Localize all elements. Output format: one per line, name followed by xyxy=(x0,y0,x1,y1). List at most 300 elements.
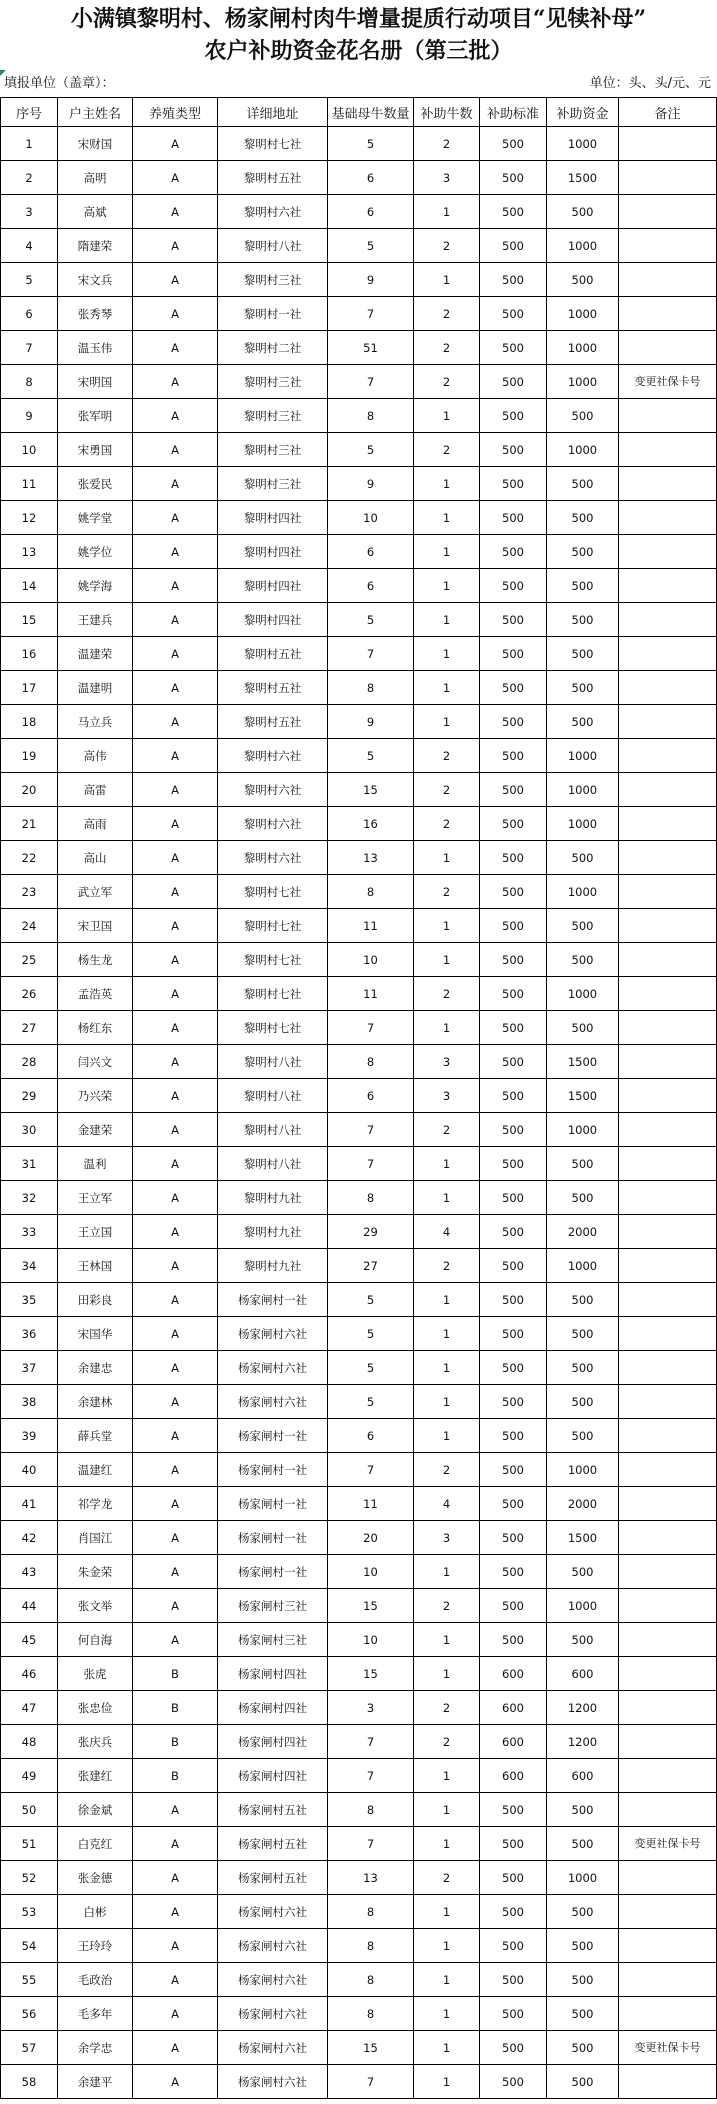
cell-subsidized-cattle-count: 1 xyxy=(414,841,480,875)
cell-base-cow-count: 5 xyxy=(328,229,414,263)
cell-subsidy-standard: 500 xyxy=(480,773,547,807)
cell-breeding-type: A xyxy=(133,1317,218,1351)
table-row xyxy=(1,161,717,195)
cell-remarks xyxy=(619,705,717,739)
cell-seq-no: 33 xyxy=(1,1215,58,1249)
cell-seq-no: 18 xyxy=(1,705,58,739)
cell-seq-no: 32 xyxy=(1,1181,58,1215)
cell-base-cow-count: 5 xyxy=(328,433,414,467)
cell-subsidy-amount: 500 xyxy=(547,1827,619,1861)
cell-household-head-name: 宋明国 xyxy=(58,365,133,399)
cell-address: 杨家闸村六社 xyxy=(218,2065,328,2099)
cell-seq-no: 12 xyxy=(1,501,58,535)
cell-subsidy-amount: 500 xyxy=(547,535,619,569)
cell-subsidy-amount: 1000 xyxy=(547,297,619,331)
cell-base-cow-count: 13 xyxy=(328,1861,414,1895)
cell-subsidy-standard: 500 xyxy=(480,2065,547,2099)
cell-subsidy-standard: 500 xyxy=(480,297,547,331)
cell-breeding-type: A xyxy=(133,1147,218,1181)
cell-household-head-name: 杨红东 xyxy=(58,1011,133,1045)
cell-remarks xyxy=(619,739,717,773)
cell-remarks xyxy=(619,535,717,569)
cell-subsidy-standard: 500 xyxy=(480,603,547,637)
column-header-address: 详细地址 xyxy=(218,98,328,127)
cell-remarks xyxy=(619,1759,717,1793)
table-header-row xyxy=(1,98,717,127)
cell-household-head-name: 温建荣 xyxy=(58,637,133,671)
table-row xyxy=(1,603,717,637)
cell-seq-no: 51 xyxy=(1,1827,58,1861)
cell-remarks xyxy=(619,1113,717,1147)
cell-base-cow-count: 6 xyxy=(328,161,414,195)
cell-subsidy-standard: 500 xyxy=(480,1181,547,1215)
cell-address: 黎明村六社 xyxy=(218,807,328,841)
cell-subsidy-amount: 500 xyxy=(547,943,619,977)
cell-remarks xyxy=(619,1045,717,1079)
cell-household-head-name: 乃兴荣 xyxy=(58,1079,133,1113)
cell-household-head-name: 宋卫国 xyxy=(58,909,133,943)
cell-seq-no: 14 xyxy=(1,569,58,603)
table-row xyxy=(1,1351,717,1385)
cell-subsidy-amount: 1000 xyxy=(547,1861,619,1895)
cell-seq-no: 49 xyxy=(1,1759,58,1793)
table-row xyxy=(1,535,717,569)
table-row xyxy=(1,1113,717,1147)
cell-subsidy-standard: 500 xyxy=(480,909,547,943)
cell-subsidy-amount: 1500 xyxy=(547,1079,619,1113)
cell-subsidy-standard: 500 xyxy=(480,195,547,229)
cell-subsidized-cattle-count: 1 xyxy=(414,1555,480,1589)
cell-household-head-name: 马立兵 xyxy=(58,705,133,739)
table-row xyxy=(1,2031,717,2065)
cell-seq-no: 19 xyxy=(1,739,58,773)
column-header-breeding-type: 养殖类型 xyxy=(133,98,218,127)
cell-seq-no: 47 xyxy=(1,1691,58,1725)
cell-address: 黎明村三社 xyxy=(218,365,328,399)
cell-seq-no: 45 xyxy=(1,1623,58,1657)
cell-remarks xyxy=(619,127,717,161)
cell-remarks xyxy=(619,1895,717,1929)
cell-seq-no: 57 xyxy=(1,2031,58,2065)
table-row xyxy=(1,1623,717,1657)
table-row xyxy=(1,1045,717,1079)
cell-seq-no: 13 xyxy=(1,535,58,569)
cell-household-head-name: 高明 xyxy=(58,161,133,195)
cell-subsidy-standard: 500 xyxy=(480,229,547,263)
cell-household-head-name: 毛多年 xyxy=(58,1997,133,2031)
cell-base-cow-count: 15 xyxy=(328,2031,414,2065)
cell-base-cow-count: 7 xyxy=(328,1113,414,1147)
cell-remarks xyxy=(619,603,717,637)
cell-breeding-type: A xyxy=(133,1181,218,1215)
cell-subsidy-standard: 500 xyxy=(480,1011,547,1045)
cell-breeding-type: A xyxy=(133,1929,218,1963)
cell-base-cow-count: 8 xyxy=(328,1929,414,1963)
cell-address: 杨家闸村六社 xyxy=(218,1963,328,1997)
cell-subsidy-standard: 500 xyxy=(480,1929,547,1963)
cell-base-cow-count: 5 xyxy=(328,603,414,637)
cell-breeding-type: A xyxy=(133,1861,218,1895)
cell-subsidy-amount: 1000 xyxy=(547,1113,619,1147)
cell-remarks xyxy=(619,1351,717,1385)
table-row xyxy=(1,1963,717,1997)
cell-seq-no: 3 xyxy=(1,195,58,229)
cell-address: 黎明村九社 xyxy=(218,1181,328,1215)
cell-subsidized-cattle-count: 2 xyxy=(414,1861,480,1895)
cell-subsidized-cattle-count: 2 xyxy=(414,1691,480,1725)
cell-subsidy-amount: 1200 xyxy=(547,1691,619,1725)
cell-seq-no: 29 xyxy=(1,1079,58,1113)
cell-household-head-name: 张庆兵 xyxy=(58,1725,133,1759)
cell-base-cow-count: 13 xyxy=(328,841,414,875)
cell-seq-no: 44 xyxy=(1,1589,58,1623)
cell-subsidy-amount: 1000 xyxy=(547,229,619,263)
cell-seq-no: 23 xyxy=(1,875,58,909)
cell-base-cow-count: 5 xyxy=(328,127,414,161)
cell-seq-no: 35 xyxy=(1,1283,58,1317)
cell-household-head-name: 毛政治 xyxy=(58,1963,133,1997)
cell-subsidy-standard: 500 xyxy=(480,1079,547,1113)
cell-subsidy-standard: 500 xyxy=(480,1555,547,1589)
cell-remarks xyxy=(619,1963,717,1997)
cell-household-head-name: 张建红 xyxy=(58,1759,133,1793)
cell-breeding-type: A xyxy=(133,1997,218,2031)
cell-subsidy-amount: 1500 xyxy=(547,1521,619,1555)
cell-seq-no: 28 xyxy=(1,1045,58,1079)
cell-remarks xyxy=(619,1215,717,1249)
cell-remarks xyxy=(619,399,717,433)
cell-base-cow-count: 8 xyxy=(328,875,414,909)
cell-subsidy-amount: 1500 xyxy=(547,1045,619,1079)
cell-subsidy-amount: 600 xyxy=(547,1759,619,1793)
cell-seq-no: 46 xyxy=(1,1657,58,1691)
cell-subsidized-cattle-count: 1 xyxy=(414,637,480,671)
cell-seq-no: 43 xyxy=(1,1555,58,1589)
cell-breeding-type: A xyxy=(133,127,218,161)
cell-breeding-type: A xyxy=(133,1793,218,1827)
cell-base-cow-count: 11 xyxy=(328,977,414,1011)
cell-subsidized-cattle-count: 2 xyxy=(414,1725,480,1759)
cell-seq-no: 52 xyxy=(1,1861,58,1895)
cell-seq-no: 56 xyxy=(1,1997,58,2031)
cell-subsidy-standard: 500 xyxy=(480,1113,547,1147)
cell-address: 黎明村三社 xyxy=(218,467,328,501)
cell-seq-no: 37 xyxy=(1,1351,58,1385)
cell-seq-no: 24 xyxy=(1,909,58,943)
cell-remarks xyxy=(619,2065,717,2099)
cell-base-cow-count: 6 xyxy=(328,195,414,229)
cell-subsidized-cattle-count: 1 xyxy=(414,1827,480,1861)
table-row xyxy=(1,365,717,399)
cell-subsidy-amount: 500 xyxy=(547,1623,619,1657)
cell-address: 黎明村五社 xyxy=(218,637,328,671)
cell-subsidized-cattle-count: 2 xyxy=(414,739,480,773)
cell-subsidized-cattle-count: 1 xyxy=(414,1147,480,1181)
cell-base-cow-count: 5 xyxy=(328,1351,414,1385)
cell-household-head-name: 张文举 xyxy=(58,1589,133,1623)
cell-address: 黎明村一社 xyxy=(218,297,328,331)
cell-seq-no: 50 xyxy=(1,1793,58,1827)
cell-subsidy-amount: 2000 xyxy=(547,1487,619,1521)
cell-base-cow-count: 5 xyxy=(328,1385,414,1419)
cell-address: 杨家闸村一社 xyxy=(218,1419,328,1453)
cell-address: 黎明村七社 xyxy=(218,1011,328,1045)
cell-subsidy-standard: 500 xyxy=(480,977,547,1011)
cell-subsidy-standard: 500 xyxy=(480,2031,547,2065)
cell-seq-no: 25 xyxy=(1,943,58,977)
table-row xyxy=(1,1929,717,1963)
cell-household-head-name: 徐金斌 xyxy=(58,1793,133,1827)
cell-remarks xyxy=(619,637,717,671)
cell-remarks xyxy=(619,1555,717,1589)
cell-breeding-type: A xyxy=(133,1011,218,1045)
cell-subsidy-standard: 500 xyxy=(480,807,547,841)
cell-subsidy-standard: 500 xyxy=(480,331,547,365)
cell-subsidy-amount: 1000 xyxy=(547,977,619,1011)
cell-subsidy-amount: 500 xyxy=(547,195,619,229)
cell-subsidy-amount: 1000 xyxy=(547,875,619,909)
cell-subsidy-standard: 500 xyxy=(480,1793,547,1827)
cell-address: 黎明村四社 xyxy=(218,603,328,637)
cell-breeding-type: A xyxy=(133,739,218,773)
cell-seq-no: 9 xyxy=(1,399,58,433)
cell-household-head-name: 田彩良 xyxy=(58,1283,133,1317)
cell-base-cow-count: 7 xyxy=(328,1147,414,1181)
cell-subsidized-cattle-count: 2 xyxy=(414,127,480,161)
cell-address: 杨家闸村一社 xyxy=(218,1521,328,1555)
cell-breeding-type: B xyxy=(133,1691,218,1725)
cell-household-head-name: 白克红 xyxy=(58,1827,133,1861)
cell-base-cow-count: 7 xyxy=(328,1453,414,1487)
cell-household-head-name: 闫兴文 xyxy=(58,1045,133,1079)
cell-subsidized-cattle-count: 1 xyxy=(414,603,480,637)
cell-household-head-name: 张忠俭 xyxy=(58,1691,133,1725)
cell-household-head-name: 高斌 xyxy=(58,195,133,229)
table-row xyxy=(1,1657,717,1691)
cell-breeding-type: A xyxy=(133,433,218,467)
table-row xyxy=(1,909,717,943)
cell-breeding-type: A xyxy=(133,773,218,807)
table-row xyxy=(1,501,717,535)
cell-subsidy-standard: 600 xyxy=(480,1657,547,1691)
cell-address: 黎明村五社 xyxy=(218,161,328,195)
cell-seq-no: 42 xyxy=(1,1521,58,1555)
cell-address: 杨家闸村三社 xyxy=(218,1589,328,1623)
table-row xyxy=(1,1827,717,1861)
cell-household-head-name: 祁学龙 xyxy=(58,1487,133,1521)
cell-remarks: 变更社保卡号 xyxy=(619,2031,717,2065)
table-row xyxy=(1,433,717,467)
cell-base-cow-count: 6 xyxy=(328,1079,414,1113)
cell-breeding-type: A xyxy=(133,2065,218,2099)
cell-remarks xyxy=(619,1181,717,1215)
cell-subsidized-cattle-count: 1 xyxy=(414,943,480,977)
cell-breeding-type: A xyxy=(133,297,218,331)
cell-remarks xyxy=(619,671,717,705)
cell-subsidized-cattle-count: 1 xyxy=(414,2031,480,2065)
cell-seq-no: 21 xyxy=(1,807,58,841)
cell-household-head-name: 姚学堂 xyxy=(58,501,133,535)
cell-subsidy-standard: 500 xyxy=(480,841,547,875)
cell-household-head-name: 余建忠 xyxy=(58,1351,133,1385)
cell-subsidy-amount: 500 xyxy=(547,909,619,943)
cell-household-head-name: 王玲玲 xyxy=(58,1929,133,1963)
cell-remarks xyxy=(619,807,717,841)
cell-remarks xyxy=(619,1929,717,1963)
cell-address: 杨家闸村一社 xyxy=(218,1487,328,1521)
cell-remarks xyxy=(619,1997,717,2031)
cell-base-cow-count: 16 xyxy=(328,807,414,841)
cell-base-cow-count: 3 xyxy=(328,1691,414,1725)
cell-breeding-type: A xyxy=(133,977,218,1011)
cell-remarks xyxy=(619,569,717,603)
cell-breeding-type: A xyxy=(133,637,218,671)
cell-subsidized-cattle-count: 2 xyxy=(414,875,480,909)
cell-address: 杨家闸村六社 xyxy=(218,2031,328,2065)
cell-remarks xyxy=(619,1385,717,1419)
cell-subsidy-standard: 500 xyxy=(480,943,547,977)
cell-breeding-type: A xyxy=(133,365,218,399)
cell-remarks xyxy=(619,1861,717,1895)
cell-household-head-name: 张军明 xyxy=(58,399,133,433)
cell-subsidy-amount: 500 xyxy=(547,467,619,501)
cell-base-cow-count: 8 xyxy=(328,671,414,705)
cell-subsidy-standard: 500 xyxy=(480,1147,547,1181)
table-row xyxy=(1,467,717,501)
cell-base-cow-count: 7 xyxy=(328,2065,414,2099)
cell-remarks xyxy=(619,875,717,909)
cell-base-cow-count: 15 xyxy=(328,773,414,807)
cell-subsidy-standard: 500 xyxy=(480,1317,547,1351)
cell-subsidy-amount: 500 xyxy=(547,1963,619,1997)
cell-subsidy-amount: 500 xyxy=(547,1011,619,1045)
cell-base-cow-count: 20 xyxy=(328,1521,414,1555)
cell-breeding-type: A xyxy=(133,1487,218,1521)
cell-subsidized-cattle-count: 1 xyxy=(414,1759,480,1793)
cell-subsidy-standard: 500 xyxy=(480,1827,547,1861)
cell-subsidy-amount: 500 xyxy=(547,263,619,297)
cell-subsidy-amount: 500 xyxy=(547,1929,619,1963)
cell-subsidy-standard: 500 xyxy=(480,1861,547,1895)
cell-base-cow-count: 7 xyxy=(328,1759,414,1793)
cell-base-cow-count: 6 xyxy=(328,569,414,603)
subsidy-roster-table xyxy=(0,97,717,2099)
cell-subsidized-cattle-count: 1 xyxy=(414,2065,480,2099)
cell-subsidy-standard: 500 xyxy=(480,467,547,501)
cell-base-cow-count: 5 xyxy=(328,1283,414,1317)
cell-subsidized-cattle-count: 1 xyxy=(414,1623,480,1657)
cell-subsidized-cattle-count: 1 xyxy=(414,1283,480,1317)
cell-seq-no: 36 xyxy=(1,1317,58,1351)
cell-subsidy-amount: 1000 xyxy=(547,807,619,841)
cell-seq-no: 8 xyxy=(1,365,58,399)
document-title-line1: 小满镇黎明村、杨家闸村肉牛增量提质行动项目“见犊补母” xyxy=(70,6,647,32)
cell-remarks xyxy=(619,841,717,875)
cell-subsidized-cattle-count: 2 xyxy=(414,773,480,807)
cell-address: 黎明村九社 xyxy=(218,1215,328,1249)
cell-subsidy-amount: 500 xyxy=(547,1147,619,1181)
cell-remarks xyxy=(619,331,717,365)
cell-subsidy-amount: 500 xyxy=(547,1997,619,2031)
cell-remarks xyxy=(619,1011,717,1045)
cell-remarks xyxy=(619,1249,717,1283)
cell-breeding-type: A xyxy=(133,807,218,841)
cell-address: 黎明村六社 xyxy=(218,195,328,229)
table-row xyxy=(1,127,717,161)
cell-subsidized-cattle-count: 1 xyxy=(414,535,480,569)
cell-subsidy-standard: 500 xyxy=(480,535,547,569)
cell-breeding-type: A xyxy=(133,535,218,569)
cell-subsidized-cattle-count: 1 xyxy=(414,1351,480,1385)
cell-remarks xyxy=(619,501,717,535)
cell-base-cow-count: 7 xyxy=(328,365,414,399)
cell-seq-no: 54 xyxy=(1,1929,58,1963)
cell-subsidy-standard: 500 xyxy=(480,637,547,671)
table-row xyxy=(1,1861,717,1895)
cell-household-head-name: 朱金荣 xyxy=(58,1555,133,1589)
table-row xyxy=(1,671,717,705)
cell-address: 黎明村八社 xyxy=(218,229,328,263)
table-row xyxy=(1,637,717,671)
cell-subsidized-cattle-count: 3 xyxy=(414,1079,480,1113)
cell-subsidy-amount: 1000 xyxy=(547,331,619,365)
cell-household-head-name: 姚学海 xyxy=(58,569,133,603)
cell-household-head-name: 高雨 xyxy=(58,807,133,841)
column-header-household-head-name: 户主姓名 xyxy=(58,98,133,127)
cell-address: 黎明村三社 xyxy=(218,433,328,467)
cell-remarks: 变更社保卡号 xyxy=(619,365,717,399)
cell-address: 杨家闸村三社 xyxy=(218,1623,328,1657)
cell-remarks xyxy=(619,467,717,501)
cell-household-head-name: 白彬 xyxy=(58,1895,133,1929)
cell-breeding-type: A xyxy=(133,501,218,535)
cell-subsidized-cattle-count: 1 xyxy=(414,1385,480,1419)
cell-subsidized-cattle-count: 2 xyxy=(414,1249,480,1283)
cell-base-cow-count: 8 xyxy=(328,1793,414,1827)
cell-seq-no: 58 xyxy=(1,2065,58,2099)
cell-base-cow-count: 27 xyxy=(328,1249,414,1283)
cell-address: 黎明村七社 xyxy=(218,977,328,1011)
cell-address: 黎明村八社 xyxy=(218,1045,328,1079)
cell-subsidy-amount: 500 xyxy=(547,569,619,603)
cell-breeding-type: A xyxy=(133,1215,218,1249)
column-header-base-cow-count: 基础母牛数量 xyxy=(328,98,414,127)
cell-subsidized-cattle-count: 1 xyxy=(414,1181,480,1215)
cell-household-head-name: 孟浩英 xyxy=(58,977,133,1011)
cell-base-cow-count: 6 xyxy=(328,535,414,569)
cell-base-cow-count: 51 xyxy=(328,331,414,365)
cell-breeding-type: A xyxy=(133,1453,218,1487)
cell-address: 杨家闸村五社 xyxy=(218,1861,328,1895)
cell-base-cow-count: 10 xyxy=(328,501,414,535)
cell-address: 杨家闸村四社 xyxy=(218,1691,328,1725)
cell-subsidized-cattle-count: 1 xyxy=(414,1793,480,1827)
cell-subsidy-standard: 500 xyxy=(480,1997,547,2031)
cell-subsidized-cattle-count: 1 xyxy=(414,399,480,433)
cell-household-head-name: 余建林 xyxy=(58,1385,133,1419)
cell-subsidized-cattle-count: 1 xyxy=(414,1317,480,1351)
cell-subsidy-amount: 500 xyxy=(547,1351,619,1385)
cell-base-cow-count: 5 xyxy=(328,1317,414,1351)
table-row xyxy=(1,229,717,263)
cell-subsidy-standard: 500 xyxy=(480,1589,547,1623)
cell-remarks xyxy=(619,909,717,943)
cell-household-head-name: 王立国 xyxy=(58,1215,133,1249)
cell-breeding-type: A xyxy=(133,841,218,875)
cell-remarks xyxy=(619,1623,717,1657)
cell-subsidy-amount: 1000 xyxy=(547,433,619,467)
cell-subsidized-cattle-count: 4 xyxy=(414,1487,480,1521)
